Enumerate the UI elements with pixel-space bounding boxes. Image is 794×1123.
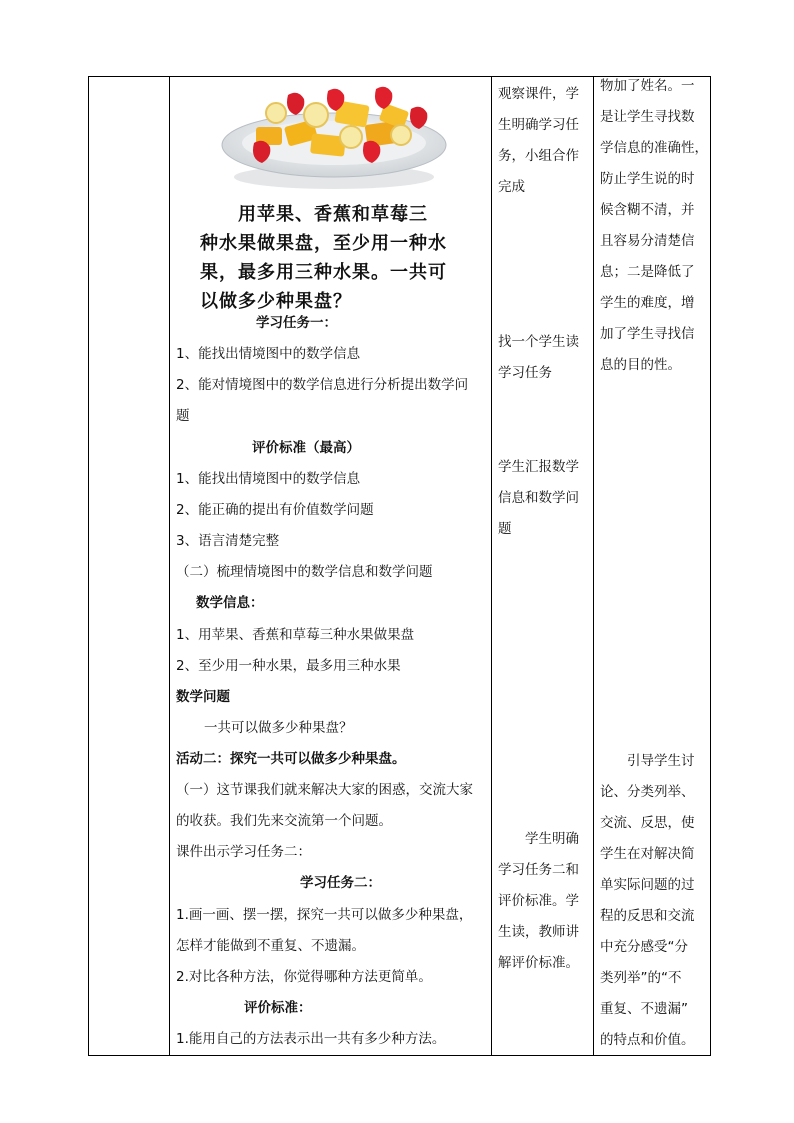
criteria1-item: 1、能找出情境图中的数学信息 [176, 471, 361, 487]
intent-text: 引导学生讨 [600, 753, 695, 769]
intent-text: 程的反思和交流 [600, 908, 695, 924]
math-problem: 一共可以做多少种果盘？ [204, 720, 353, 736]
intent-text: 防止学生说的时 [600, 171, 695, 187]
student-activity-column [492, 77, 594, 1056]
criteria1-item: 2、能正确的提出有价值数学问题 [176, 502, 374, 518]
task2-title: 学习任务二： [300, 875, 381, 891]
student-text: 学习任务 [498, 365, 552, 381]
task2-item: 2.对比各种方法，你觉得哪种方法更简单。 [176, 969, 432, 985]
intent-text: 中充分感受“分 [600, 939, 688, 955]
student-text: 学生明确 [498, 831, 579, 847]
student-text: 找一个学生读 [498, 334, 579, 350]
intent-text: 且容易分清楚信 [600, 233, 695, 249]
task2-item: 1.画一画、摆一摆，探究一共可以做多少种果盘， [176, 907, 473, 923]
task1-title: 学习任务一： [256, 315, 337, 331]
student-text: 完成 [498, 179, 525, 195]
student-text: 题 [498, 521, 512, 537]
activity2-line: 课件出示学习任务二： [176, 844, 311, 860]
student-text: 务，小组合作 [498, 148, 579, 164]
fruit-plate-image [216, 83, 452, 193]
task2-item: 怎样才能做到不重复、不遗漏。 [176, 938, 365, 954]
criteria1-item: 3、语言清楚完整 [176, 533, 280, 549]
student-text: 生明确学习任 [498, 117, 579, 133]
lesson-plan-table [88, 76, 711, 1056]
intent-text: 物加了姓名。一 [600, 78, 695, 94]
intent-text: 是让学生寻找数 [600, 109, 695, 125]
activity2-line: （一）这节课我们就来解决大家的困惑，交流大家 [176, 782, 473, 798]
problem-line: 种水果做果盘，至少用一种水 [200, 233, 447, 254]
stage-column [89, 77, 170, 1056]
task1-item: 2、能对情境图中的数学信息进行分析提出数学问 [176, 377, 469, 393]
intent-text: 的特点和价值。 [600, 1032, 695, 1048]
student-text: 解评价标准。 [498, 955, 579, 971]
student-text: 学习任务二和 [498, 862, 579, 878]
math-info-item: 1、用苹果、香蕉和草莓三种水果做果盘 [176, 627, 415, 643]
task1-item: 题 [176, 408, 190, 424]
student-text: 信息和数学问 [498, 490, 579, 506]
criteria2-item: 1.能用自己的方法表示出一共有多少种方法。 [176, 1031, 446, 1047]
math-problem-title: 数学问题 [176, 689, 230, 705]
intent-text: 单实际问题的过 [600, 877, 695, 893]
intent-text: 息；二是降低了 [600, 264, 695, 280]
math-info-title: 数学信息： [196, 595, 264, 611]
intent-text: 学生在对解决简 [600, 846, 695, 862]
intent-text: 交流、反思，使 [600, 815, 695, 831]
activity2-title: 活动二：探究一共可以做多少种果盘。 [176, 751, 406, 767]
student-text: 生读，教师讲 [498, 924, 579, 940]
intent-text: 类列举”的“不 [600, 970, 682, 986]
student-text: 学生汇报数学 [498, 459, 579, 475]
intent-text: 学生的难度，增 [600, 295, 695, 311]
criteria2-title: 评价标准： [244, 1000, 312, 1016]
student-text: 评价标准。学 [498, 893, 579, 909]
intent-text: 重复、不遗漏” [600, 1001, 688, 1017]
intent-text: 加了学生寻找信 [600, 326, 695, 342]
design-intent-column [594, 77, 711, 1056]
intent-text: 息的目的性。 [600, 357, 681, 373]
criteria1-title: 评价标准（最高） [252, 440, 360, 456]
problem-line: 以做多少种果盘？ [200, 291, 352, 312]
activity2-line: 的收获。我们先来交流第一个问题。 [176, 813, 392, 829]
student-text: 观察课件，学 [498, 86, 579, 102]
math-info-item: 2、至少用一种水果，最多用三种水果 [176, 658, 401, 674]
intent-text: 论、分类列举、 [600, 784, 695, 800]
teaching-process-column [170, 77, 492, 1056]
problem-line: 用苹果、香蕉和草莓三 [200, 204, 428, 225]
intent-text: 学信息的准确性， [600, 140, 708, 156]
task1-item: 1、能找出情境图中的数学信息 [176, 346, 361, 362]
section2-heading: （二）梳理情境图中的数学信息和数学问题 [176, 564, 433, 580]
intent-text: 候含糊不清，并 [600, 202, 695, 218]
problem-statement [200, 200, 490, 316]
problem-line: 果，最多用三种水果。一共可 [200, 262, 447, 283]
